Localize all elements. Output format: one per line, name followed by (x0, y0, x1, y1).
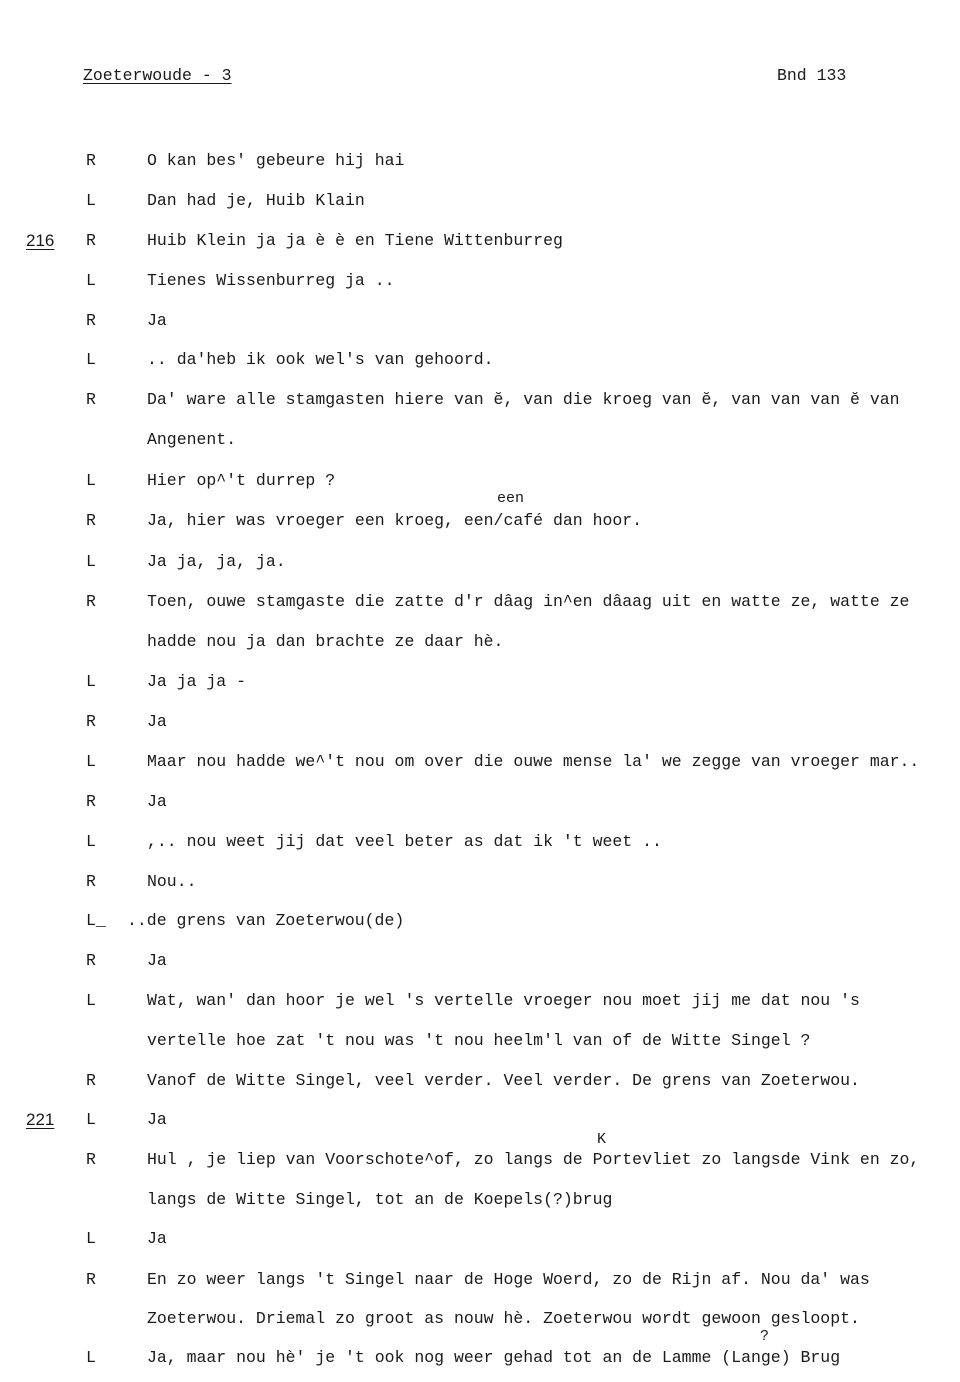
utterance-text: Da' ware alle stamgasten hiere van ĕ, van die kroeg van ĕ, van van van ĕ van (147, 390, 900, 409)
utterance-text: En zo weer langs 't Singel naar de Hoge Woerd, zo de Rijn af. Nou da' was (147, 1270, 870, 1289)
speaker-label: L (86, 752, 96, 771)
margin-number: 221 (26, 1110, 55, 1129)
utterance-text: Dan had je, Huib Klain (147, 191, 365, 210)
speaker-label: L (86, 350, 96, 369)
interlinear-annotation: een (497, 490, 525, 507)
header-tape-number: Bnd 133 (777, 66, 847, 85)
speaker-label: R (86, 592, 96, 611)
utterance-text: Hier op^'t durrep ? (147, 471, 336, 490)
utterance-text: .. da'heb ik ook wel's van gehoord. (147, 350, 494, 369)
speaker-label: R (86, 1071, 96, 1090)
utterance-text: Ja (147, 1229, 167, 1248)
utterance-text: Maar nou hadde we^'t nou om over die ouwe mense la' we zegge van vroeger mar.. (147, 752, 920, 771)
utterance-text: hadde nou ja dan brachte ze daar hè. (147, 632, 504, 651)
speaker-label: L (86, 1348, 96, 1367)
speaker-label: L (86, 672, 96, 691)
utterance-text: Angenent. (147, 430, 237, 449)
speaker-label: R (86, 792, 96, 811)
utterance-text: langs de Witte Singel, tot an de Koepels(?)brug (147, 1190, 613, 1209)
utterance-text: Hul , je liep van Voorschote^of, zo langs de Portevliet zo langsde Vink en zo, (147, 1150, 920, 1169)
utterance-text: ,.. nou weet jij dat veel beter as dat ik 't weet .. (147, 832, 662, 851)
speaker-label: L (86, 552, 96, 571)
utterance-text: Zoeterwou. Driemal zo groot as nouw hè. Zoeterwou wordt gewoon gesloopt. (147, 1309, 860, 1328)
utterance-text: Ja ja ja - (147, 672, 247, 691)
speaker-label: L (86, 1110, 96, 1129)
speaker-label: R (86, 511, 96, 530)
speaker-label: L (86, 832, 96, 851)
utterance-text: Ja, maar nou hè' je 't ook nog weer gehad tot an de Lamme (Lange) Brug (147, 1348, 841, 1367)
utterance-text: Ja ja, ja, ja. (147, 552, 286, 571)
utterance-text: Wat, wan' dan hoor je wel 's vertelle vroeger nou moet jij me dat nou 's (147, 991, 860, 1010)
utterance-text: vertelle hoe zat 't nou was 't nou heelm'l van of de Witte Singel ? (147, 1031, 811, 1050)
speaker-label: R (86, 951, 96, 970)
utterance-text: Ja (147, 951, 167, 970)
speaker-label: R (86, 872, 96, 891)
speaker-label: L (86, 191, 96, 210)
utterance-text: Ja (147, 712, 167, 731)
header-title-text: Zoeterwoude (83, 66, 192, 85)
utterance-text: Huib Klein ja ja è è en Tiene Wittenburreg (147, 231, 563, 250)
speaker-label: L_ (86, 911, 106, 930)
speaker-label: R (86, 151, 96, 170)
speaker-label: R (86, 1270, 96, 1289)
utterance-text: Nou.. (147, 872, 197, 891)
speaker-label: L (86, 1229, 96, 1248)
speaker-label: L (86, 471, 96, 490)
speaker-label: L (86, 991, 96, 1010)
utterance-text: ..de grens van Zoeterwou(de) (127, 911, 405, 930)
utterance-text: Vanof de Witte Singel, veel verder. Veel verder. De grens van Zoeterwou. (147, 1071, 860, 1090)
speaker-label: R (86, 311, 96, 330)
margin-number: 216 (26, 231, 55, 250)
utterance-text: Ja (147, 311, 167, 330)
header-page-number: - 3 (201, 66, 232, 85)
utterance-text: Ja, hier was vroeger een kroeg, een/café dan hoor. (147, 511, 643, 530)
interlinear-annotation: K (597, 1131, 607, 1148)
speaker-label: R (86, 1150, 96, 1169)
utterance-text: Toen, ouwe stamgaste die zatte d'r dâag in^en dâaag uit en watte ze, watte ze (147, 592, 910, 611)
utterance-text: Ja (147, 792, 167, 811)
speaker-label: L (86, 271, 96, 290)
utterance-text: O kan bes' gebeure hij hai (147, 151, 405, 170)
speaker-label: R (86, 390, 96, 409)
header-title (83, 66, 232, 85)
interlinear-annotation: ? (760, 1328, 770, 1345)
utterance-text: Ja (147, 1110, 167, 1129)
speaker-label: R (86, 712, 96, 731)
utterance-text: Tienes Wissenburreg ja .. (147, 271, 395, 290)
speaker-label: R (86, 231, 96, 250)
